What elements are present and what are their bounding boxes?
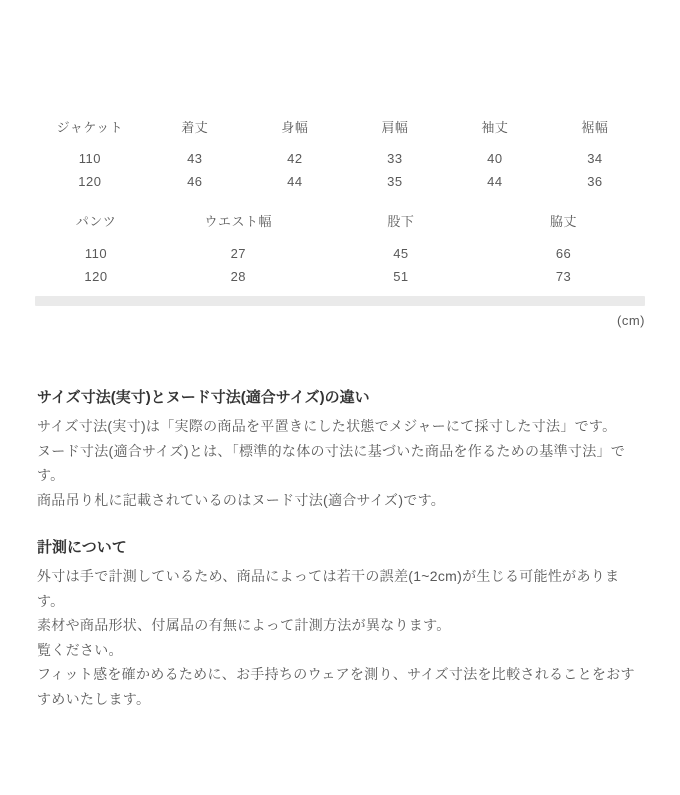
measurement-value: 36 — [587, 174, 603, 189]
size-chart-page — [0, 115, 680, 711]
jacket-table-header-row — [35, 115, 645, 138]
jacket-header-cell: 袖丈 — [481, 120, 509, 135]
measurement-value: 46 — [187, 174, 203, 189]
measurement-value: 42 — [287, 151, 303, 166]
section-size-difference — [35, 388, 645, 512]
section-heading: サイズ寸法(実寸)とヌード寸法(適合サイズ)の違い — [37, 389, 370, 406]
pants-header-cell: ウエスト幅 — [204, 214, 273, 229]
size-label: 120 — [78, 174, 102, 189]
pants-size-table — [35, 209, 645, 288]
measurement-value: 73 — [555, 269, 572, 284]
pants-table-row — [35, 265, 645, 288]
section-measurement — [35, 538, 645, 711]
divider-bar — [35, 296, 645, 306]
measurement-value: 44 — [287, 174, 303, 189]
section-heading: 計測について — [37, 539, 127, 556]
size-label: 110 — [78, 151, 102, 166]
pants-table-row — [35, 242, 645, 265]
pants-header-cell: 股下 — [387, 214, 415, 229]
measurement-value: 28 — [230, 269, 247, 284]
jacket-header-cell: ジャケット — [56, 120, 124, 135]
measurement-value: 51 — [393, 269, 409, 284]
jacket-table-row — [35, 147, 645, 170]
pants-table-header-row — [35, 209, 645, 232]
pants-header-cell: パンツ — [75, 214, 117, 229]
measurement-value: 34 — [587, 151, 603, 166]
measurement-value: 33 — [387, 151, 403, 166]
jacket-header-cell: 着丈 — [181, 120, 209, 135]
body-text-line: 外寸は手で計測しているため、商品によっては若干の誤差(1~2cm)が生じる可能性があります。 — [37, 568, 620, 609]
measurement-value: 35 — [387, 174, 403, 189]
size-label: 120 — [84, 269, 108, 284]
jacket-size-table — [35, 115, 645, 193]
body-text-line: フィット感を確かめるために、お手持ちのウェアを測り、サイズ寸法を比較されることをおすすめいたします。 — [37, 666, 635, 707]
size-label: 110 — [84, 246, 108, 261]
unit-label: (cm) — [617, 313, 645, 328]
measurement-value: 45 — [393, 246, 409, 261]
body-text-line: 商品吊り札に記載されているのはヌード寸法(適合サイズ)です。 — [37, 491, 446, 508]
measurement-value: 66 — [555, 246, 572, 261]
jacket-header-cell: 裾幅 — [581, 120, 609, 135]
measurement-value: 43 — [187, 151, 203, 166]
jacket-header-cell: 肩幅 — [381, 120, 409, 135]
jacket-header-cell: 身幅 — [281, 120, 309, 135]
body-text-line: 覧ください。 — [37, 641, 123, 658]
jacket-table-row — [35, 170, 645, 193]
body-text-line: 素材や商品形状、付属品の有無によって計測方法が異なります。 — [37, 617, 451, 633]
body-text-line: ヌード寸法(適合サイズ)とは、「標準的な体の寸法に基づいた商品を作るための基準寸法」です。 — [37, 442, 626, 483]
pants-header-cell: 脇丈 — [550, 214, 578, 229]
body-text-line: サイズ寸法(実寸)は「実際の商品を平置きにした状態でメジャーにて採寸した寸法」です。 — [37, 418, 617, 434]
measurement-value: 40 — [487, 151, 503, 166]
measurement-value: 44 — [487, 174, 503, 189]
measurement-value: 27 — [230, 246, 247, 261]
